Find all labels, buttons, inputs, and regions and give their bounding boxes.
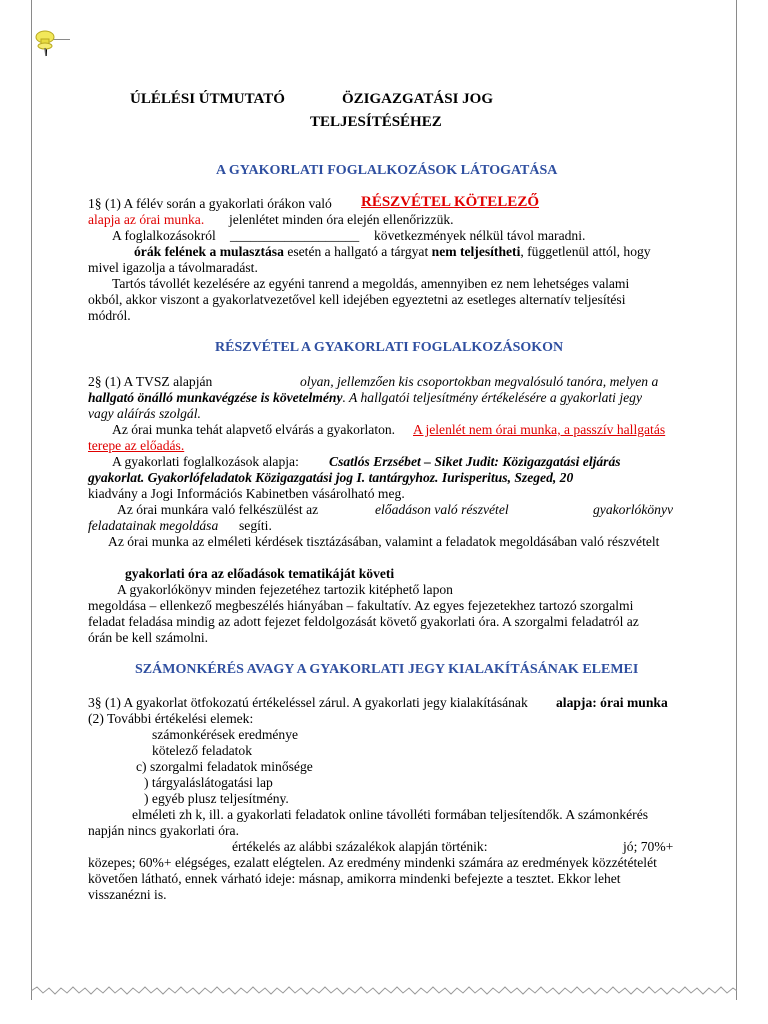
paragraph-text: 3§ (1) A gyakorlat ötfokozatú értékeléssel zárul. A gyakorlati jegy kialakításának (88, 695, 528, 710)
list-item: számonkérések eredménye (152, 727, 299, 742)
paragraph-text: jelenlétet minden óra elején ellenőrizzük. (229, 212, 454, 227)
section-heading-assessment: SZÁMONKÉRÉS AVAGY A GYAKORLATI JEGY KIALAKÍTÁSÁNAK ELEMEI (135, 662, 639, 677)
paragraph-line (134, 244, 651, 260)
paragraph-text: módról. (88, 308, 131, 323)
red-underlined-text: terepe az előadás. (88, 438, 185, 453)
bold-text: nem teljesítheti (431, 244, 521, 259)
paragraph-text: jó; 70%+ (623, 839, 674, 854)
paragraph-text: közepes; 60%+ elégséges, ezalatt elégtelen. Az eredmény mindenki számára az eredmények közzétételét (88, 855, 657, 870)
red-underlined-text: A jelenlét nem órai munka, a passzív hallgatás (413, 422, 666, 437)
italic-text: gyakorlókönyv (593, 502, 674, 517)
paragraph-text: Az órai munkára való felkészülést az (117, 502, 319, 517)
paragraph-text: értékelés az alábbi százalékok alapján történik: (232, 839, 488, 854)
paragraph-line (88, 390, 642, 406)
pushpin-icon[interactable] (30, 28, 60, 58)
list-item: kötelező feladatok (152, 743, 253, 758)
paragraph-text: Az órai munka tehát alapvető elvárás a gyakorlaton. (112, 422, 396, 437)
italic-text: előadáson való részvétel (375, 502, 509, 517)
paragraph-text: visszanézni is. (88, 887, 167, 902)
paragraph-text: A foglalkozásokról (112, 228, 216, 243)
paragraph-text: követően látható, ennek várható ideje: másnap, amikorra mindenki befejezte a tesztet. Ekkor lehet (88, 871, 621, 886)
paragraph-text: A gyakorlókönyv minden fejezetéhez tartozik kitéphető lapon (117, 582, 453, 597)
paragraph-text: A gyakorlati foglalkozások alapja: (112, 454, 299, 469)
paragraph-text: esetén a hallgató a tárgyat (287, 244, 429, 259)
paragraph-text: okból, akkor viszont a gyakorlatvezetővel kell idejében egyeztetni az esetleges alternatív teljesítési (88, 292, 626, 307)
section-heading-participation: RÉSZVÉTEL A GYAKORLATI FOGLALKOZÁSOKON (215, 340, 564, 355)
bold-italic-text: gyakorlat. Gyakorlófeladatok Közigazgatási jog I. tantárgyhoz. Iurisperitus, Szeged, 20 (88, 470, 574, 485)
bold-text: gyakorlati óra az előadások tematikáját követi (125, 566, 395, 581)
red-text: alapja az órai munka. (88, 212, 205, 227)
paragraph-text: Tartós távollét kezelésére az egyéni tanrend a megoldás, amennyiben ez nem lehetséges valami (112, 276, 630, 291)
bold-text: alapja: órai munka (556, 695, 668, 710)
bold-italic-text: Csatlós Erzsébet – Siket Judit: Közigazgatási eljárás (329, 454, 621, 469)
paragraph-text: napján nincs gyakorlati óra. (88, 823, 239, 838)
section-heading-attendance: A GYAKORLATI FOGLALKOZÁSOK LÁTOGATÁSA (216, 163, 558, 178)
page-border-right (736, 0, 737, 1000)
paragraph-text: 1§ (1) A félév során a gyakorlati órákon való (88, 196, 332, 211)
paragraph-text: (2) További értékelési elemek: (88, 711, 254, 726)
paragraph-text: megoldása – ellenkező megbeszélés hiányában – fakultatív. Az egyes fejezetekhez tartozó szorgalmi (88, 598, 634, 613)
paragraph-text: kiadvány a Jogi Információs Kabinetben vásárolható meg. (88, 486, 405, 501)
page-border-left (31, 0, 32, 1000)
list-item: ) egyéb plusz teljesítmény. (144, 791, 289, 806)
bold-italic-text: hallgató önálló munkavégzése is követelmény (88, 390, 343, 405)
paragraph-text: elméleti zh k, ill. a gyakorlati feladatok online távolléti formában teljesítendők. A számonkérés (132, 807, 649, 822)
paragraph-text: mivel igazolja a távolmaradást. (88, 260, 258, 275)
italic-text: vagy aláírás szolgál. (88, 406, 201, 421)
paragraph-text: Az órai munka az elméleti kérdések tisztázásában, valamint a feladatok megoldásában való részvételt (108, 534, 660, 549)
title-line2: TELJESÍTÉSÉHEZ (310, 114, 442, 130)
paragraph-text: , függetlenül attól, hogy (520, 244, 651, 259)
paragraph-text: segíti. (239, 518, 272, 533)
bold-text: órák felének a mulasztása (134, 244, 284, 259)
italic-text: . A hallgatói teljesítmény értékelésére a gyakorlati jegy (342, 390, 642, 405)
blank-field: ___________________ (230, 228, 360, 243)
paragraph-text: következmények nélkül távol maradni. (374, 228, 586, 243)
torn-page-edge (31, 984, 737, 998)
paragraph-text: 2§ (1) A TVSZ alapján (88, 374, 213, 389)
list-item: c) szorgalmi feladatok minősége (136, 759, 313, 774)
paragraph-text: feladat feladása mindig az adott fejezet feldolgozását követő gyakorlati óra. A szorgalmi feladatról az (88, 614, 639, 629)
list-item: ) tárgyaláslátogatási lap (144, 775, 273, 790)
italic-text: olyan, jellemzően kis csoportokban megvalósuló tanóra, melyen a (300, 374, 659, 389)
italic-text: feladatainak megoldása (88, 518, 219, 533)
emphasis-text: RÉSZVÉTEL KÖTELEZŐ (361, 194, 539, 210)
title-right: ÖZIGAZGATÁSI JOG (342, 91, 494, 107)
title-left: ÚLÉLÉSI ÚTMUTATÓ (130, 91, 285, 107)
paragraph-text: órán be kell számolni. (88, 630, 209, 645)
